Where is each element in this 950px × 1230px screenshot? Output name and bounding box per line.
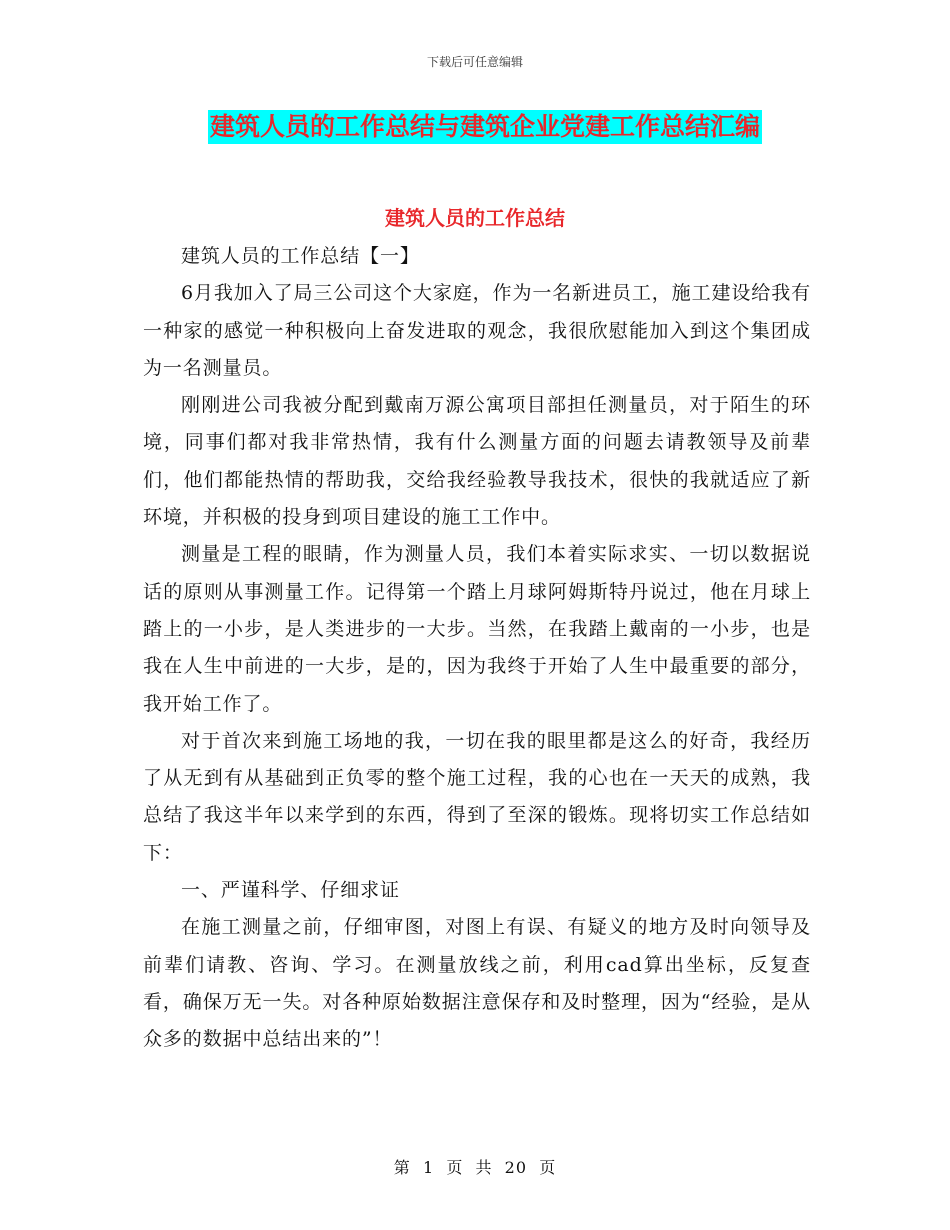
page-number-footer: 第 1 页 共 20 页 xyxy=(393,1158,557,1177)
header-note: 下载后可任意编辑 xyxy=(426,55,523,69)
paragraph: 在施工测量之前，仔细审图，对图上有误、有疑义的地方及时向领导及前辈们请教、咨询、学习。在测量放线之前，利用cad算出坐标，反复查看，确保万无一失。对各种原始数据注意保存和及时整理，因为“经验，是从众多的数据中总结出来的”！ xyxy=(143,916,811,1051)
paragraph: 测量是工程的眼睛，作为测量人员，我们本着实际求实、一切以数据说话的原则从事测量工作。记得第一个踏上月球阿姆斯特丹说过，他在月球上踏上的一小步，是人类进步的一大步。当然，在我踏上戴南的一小步，也是我在人生中前进的一大步，是的，因为我终于开始了人生中最重要的部分，我开始工作了。 xyxy=(143,543,811,715)
paragraph: 刚刚进公司我被分配到戴南万源公寓项目部担任测量员，对于陌生的环境，同事们都对我非常热情，我有什么测量方面的问题去请教领导及前辈们，他们都能热情的帮助我，交给我经验教导我技术，很快的我就适应了新环境，并积极的投身到项目建设的施工工作中。 xyxy=(143,394,811,529)
document-title: 建筑人员的工作总结与建筑企业党建工作总结汇编 xyxy=(208,110,762,144)
paragraph-subheading: 建筑人员的工作总结【一】 xyxy=(181,245,420,267)
body-text xyxy=(143,238,811,1059)
paragraph: 对于首次来到施工场地的我，一切在我的眼里都是这么的好奇，我经历了从无到有从基础到正负零的整个施工过程，我的心也在一天天的成熟，我总结了我这半年以来学到的东西，得到了至深的锻炼。现将切实工作总结如下： xyxy=(143,729,811,864)
paragraph: 6月我加入了局三公司这个大家庭，作为一名新进员工，施工建设给我有一种家的感觉一种积极向上奋发进取的观念，我很欣慰能加入到这个集团成为一名测量员。 xyxy=(143,282,811,379)
paragraph-subheading: 一、严谨科学、仔细求证 xyxy=(181,879,400,902)
section-title: 建筑人员的工作总结 xyxy=(385,206,565,230)
